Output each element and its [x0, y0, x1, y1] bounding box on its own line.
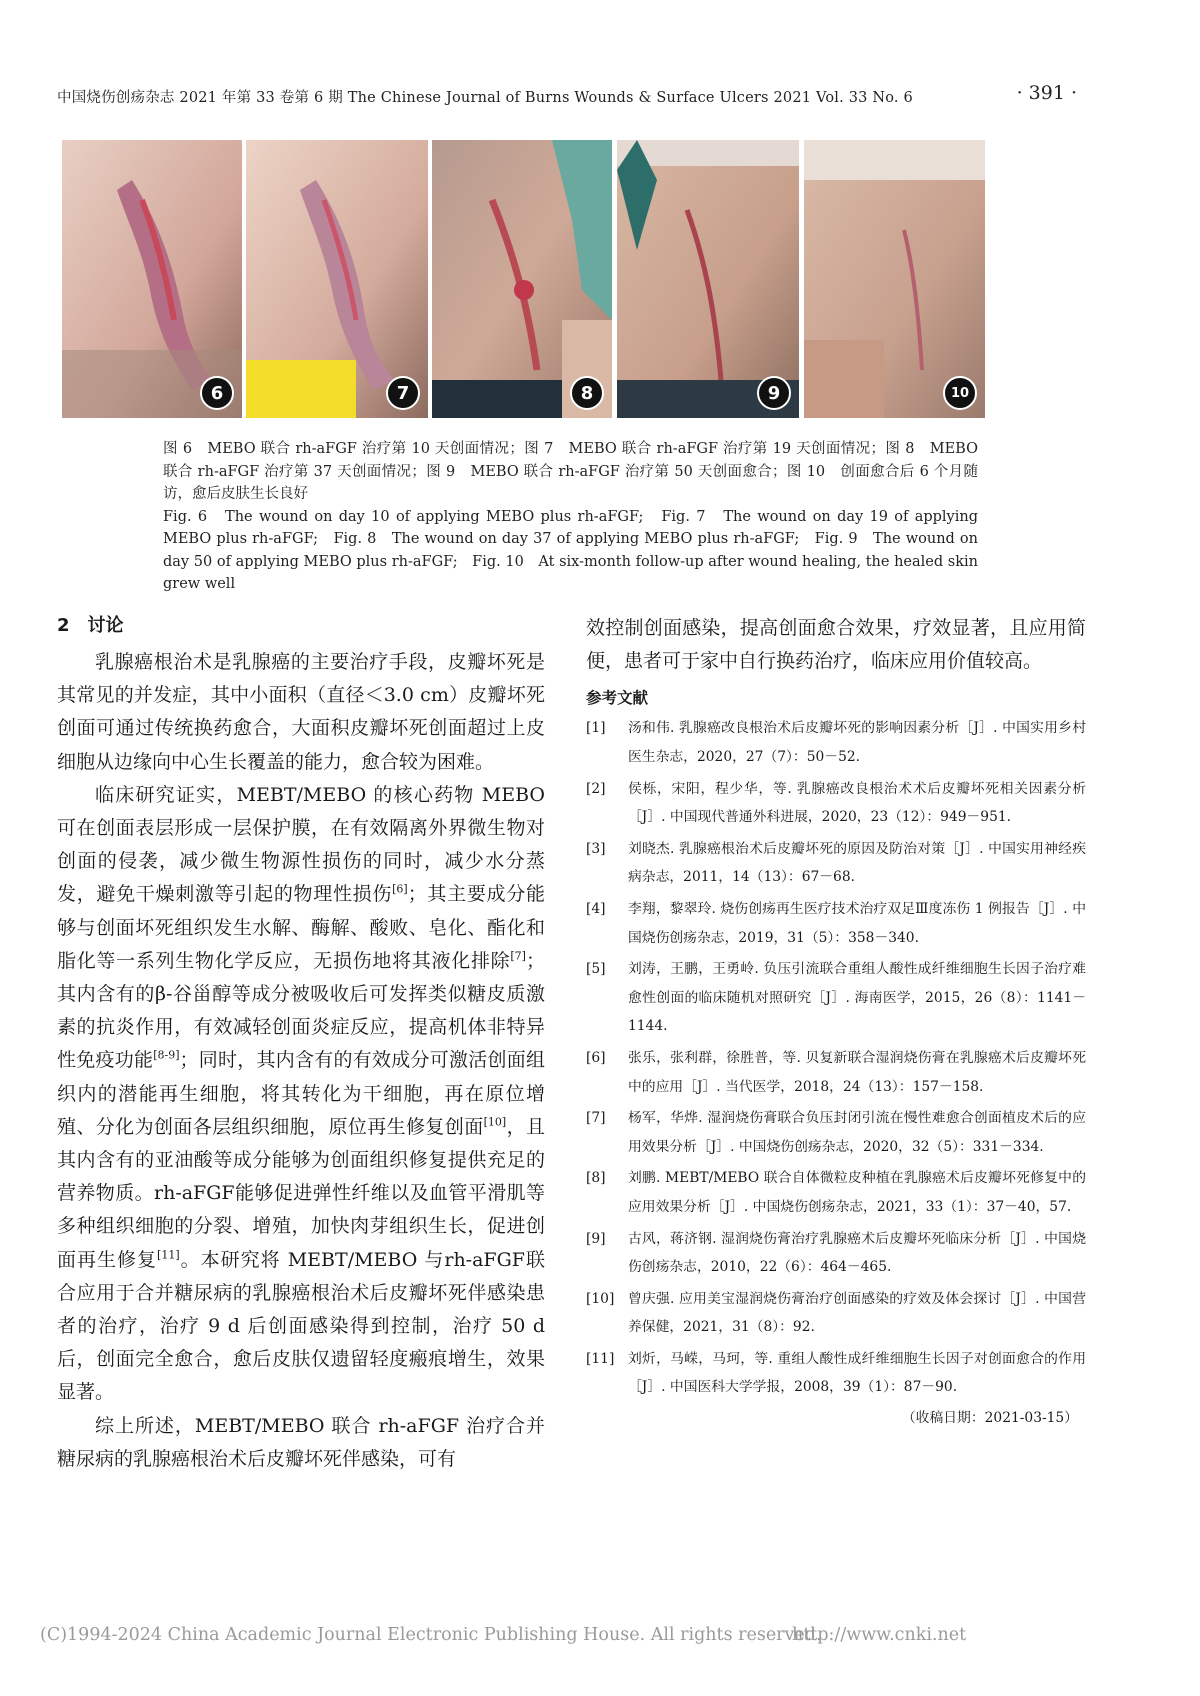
- page-number: · 391 ·: [1016, 82, 1077, 104]
- reference-item: [586, 775, 1086, 832]
- figure-9-label: 9: [757, 376, 791, 410]
- received-date: （收稿日期：2021-03-15）: [901, 1410, 1078, 1427]
- reference-number: [11]: [586, 1350, 615, 1367]
- citation: [7]: [510, 949, 526, 963]
- reference-item: [586, 1044, 1086, 1101]
- citation: [6]: [392, 883, 408, 897]
- figure-photo-strip: [62, 140, 1075, 418]
- left-column: [57, 612, 545, 1476]
- citation: [10]: [483, 1115, 507, 1129]
- reference-item: [586, 1104, 1086, 1161]
- reference-item: [586, 835, 1086, 892]
- figure-10-label: 10: [943, 376, 977, 410]
- paragraph-3-start: 综上所述，MEBT/MEBO 联合 rh-aFGF 治疗合并糖尿病的乳腺癌根治术后皮瓣坏死伴感染，可有: [57, 1414, 545, 1470]
- reference-text: 刘晓杰. 乳腺癌根治术后皮瓣坏死的原因及防治对策［J］. 中国实用神经疾病杂志，2011，14（13）：67－68.: [628, 840, 1086, 886]
- figure-6-label: 6: [200, 376, 234, 410]
- figure-6-photo: [62, 140, 242, 418]
- figure-7-photo: [246, 140, 428, 418]
- reference-item: [586, 1345, 1086, 1402]
- reference-text: 刘涛，王鹏，王勇岭. 负压引流联合重组人酸性成纤维细胞生长因子治疗难愈性创面的临床随机对照研究［J］. 海南医学，2015，26（8）：1141－1144.: [628, 961, 1086, 1035]
- reference-text: 古风，蒋济钢. 湿润烧伤膏治疗乳腺癌术后皮瓣坏死临床分析［J］. 中国烧伤创疡杂志，2010，22（6）：464－465.: [628, 1230, 1086, 1276]
- reference-text: 侯栎，宋阳，程少华，等. 乳腺癌改良根治术术后皮瓣坏死相关因素分析［J］. 中国现代普通外科进展，2020，23（12）：949－951.: [628, 780, 1086, 826]
- reference-item: [586, 1225, 1086, 1282]
- citation: [11]: [157, 1248, 180, 1262]
- paragraph-1: 乳腺癌根治术是乳腺癌的主要治疗手段，皮瓣坏死是其常见的并发症，其中小面积（直径＜3.0 cm）皮瓣坏死创面可通过传统换药愈合，大面积皮瓣坏死创面超过上皮细胞从边缘向中心生长覆盖的能力，愈合较为困难。: [57, 651, 545, 773]
- reference-number: [4]: [586, 900, 606, 917]
- figure-caption: [163, 438, 978, 596]
- figure-8-photo: [432, 140, 612, 418]
- reference-item: [586, 1285, 1086, 1342]
- reference-item: [586, 895, 1086, 952]
- paragraph-2: 临床研究证实，MEBT/MEBO 的核心药物 MEBO可在创面表层形成一层保护膜，在有效隔离外界微生物对创面的侵袭，减少微生物源性损伤的同时，减少水分蒸发，避免干燥刺激等引起的物理性损伤[6]；其主要成分能够与创面坏死组织发生水解、酶解、酸败、皂化、酯化和脂化等一系列生物化学反应，无损伤地将其液化排除[7]；其内含有的β-谷甾醇等成分被吸收后可发挥类似糖皮质激素的抗炎作用，有效减轻创面炎症反应，提高机体非特异性免疫功能[8-9]；同时，其内含有的有效成分可激活创面组织内的潜能再生细胞，将其转化为干细胞，再在原位增殖、分化为创面各层组织细胞，原位再生修复创面[10]，且其内含有的亚油酸等成分能够为创面组织修复提供充足的营养物质。rh-aFGF能够促进弹性纤维以及血管平滑肌等多种组织细胞的分裂、增殖，加快肉芽组织生长，促进创面再生修复[11]。本研究将 MEBT/MEBO 与rh-aFGF联合应用于合并糖尿病的乳腺癌根治术后皮瓣坏死伴感染患者的治疗，治疗 9 d 后创面感染得到控制，治疗 50 d 后，创面完全愈合，愈后皮肤仅遗留轻度瘢痕增生，效果显著。: [57, 783, 545, 1404]
- reference-number: [10]: [586, 1290, 615, 1307]
- reference-item: [586, 955, 1086, 1041]
- figure-9-photo: [617, 140, 799, 418]
- reference-text: 汤和伟. 乳腺癌改良根治术后皮瓣坏死的影响因素分析［J］. 中国实用乡村医生杂志，2020，27（7）：50－52.: [628, 720, 1086, 765]
- reference-text: 曾庆强. 应用美宝湿润烧伤膏治疗创面感染的疗效及体会探讨［J］. 中国营养保健，2021，31（8）：92.: [628, 1290, 1086, 1336]
- reference-number: [7]: [586, 1110, 606, 1127]
- reference-text: 张乐，张利群，徐胜普，等. 贝复新联合湿润烧伤膏在乳腺癌术后皮瓣坏死中的应用［J］. 当代医学，2018，24（13）：157－158.: [628, 1049, 1086, 1095]
- journal-citation: 中国烧伤创疡杂志 2021 年第 33 卷第 6 期 The Chinese Journal of Burns Wounds & Surface Ulcers 2021 Vol. 33 No. 6: [57, 90, 913, 106]
- section-heading: 2 讨论: [57, 615, 124, 636]
- figure-10-photo: [804, 140, 985, 418]
- reference-number: [9]: [586, 1230, 606, 1247]
- reference-item: [586, 714, 1086, 771]
- caption-english: Fig. 6 The wound on day 10 of applying MEBO plus rh-aFGF; Fig. 7 The wound on day 19 of applying MEBO plus rh-aFGF; Fig. 8 The wound on day 37 of applying MEBO plus rh-aFGF; Fig. 9 The wound on day 50 of applying MEBO plus rh-aFGF; Fig. 10 At six-month follow-up after wound healing, the healed skin grew well: [163, 508, 978, 592]
- citation: [8-9]: [153, 1049, 180, 1063]
- reference-text: 刘炘，马嵘，马珂，等. 重组人酸性成纤维细胞生长因子对创面愈合的作用［J］. 中国医科大学学报，2008，39（1）：87－90.: [628, 1350, 1086, 1396]
- paragraph-3-continued: 效控制创面感染，提高创面愈合效果，疗效显著，且应用简便，患者可于家中自行换药治疗，临床应用价值较高。: [586, 617, 1086, 673]
- copyright-text: (C)1994-2024 China Academic Journal Electronic Publishing House. All rights reserved.: [40, 1625, 822, 1645]
- reference-text: 刘鹏. MEBT/MEBO 联合自体微粒皮种植在乳腺癌术后皮瓣坏死修复中的应用效果分析［J］. 中国烧伤创疡杂志，2021，33（1）：37－40，57.: [628, 1170, 1086, 1215]
- reference-text: 杨军，华烨. 湿润烧伤膏联合负压封闭引流在慢性难愈合创面植皮术后的应用效果分析［J］. 中国烧伤创疡杂志，2020，32（5）：331－334.: [628, 1110, 1086, 1155]
- reference-number: [6]: [586, 1049, 606, 1066]
- running-head: [57, 82, 1077, 106]
- right-column: [586, 612, 1086, 1426]
- reference-item: [586, 1164, 1086, 1221]
- reference-number: [2]: [586, 780, 606, 797]
- reference-number: [5]: [586, 961, 606, 978]
- figure-7-label: 7: [386, 376, 420, 410]
- reference-number: [8]: [586, 1170, 606, 1187]
- cnki-link[interactable]: http://www.cnki.net: [792, 1625, 967, 1645]
- reference-text: 李翔，黎翠玲. 烧伤创疡再生医疗技术治疗双足Ⅲ度冻伤 1 例报告［J］. 中国烧伤创疡杂志，2019，31（5）：358－340.: [628, 900, 1086, 946]
- reference-number: [1]: [586, 720, 606, 737]
- copyright-footer: [40, 1625, 1160, 1651]
- reference-list: [586, 714, 1086, 1402]
- reference-number: [3]: [586, 840, 606, 857]
- caption-chinese: 图 6 MEBO 联合 rh-aFGF 治疗第 10 天创面情况；图 7 MEBO 联合 rh-aFGF 治疗第 19 天创面情况；图 8 MEBO 联合 rh-aFGF 治疗第 37 天创面情况；图 9 MEBO 联合 rh-aFGF 治疗第 50 天创面愈合；图 10 创面愈合后 6 个月随访，愈后皮肤生长良好: [163, 441, 978, 502]
- references-heading: 参考文献: [586, 689, 649, 708]
- figure-8-label: 8: [570, 376, 604, 410]
